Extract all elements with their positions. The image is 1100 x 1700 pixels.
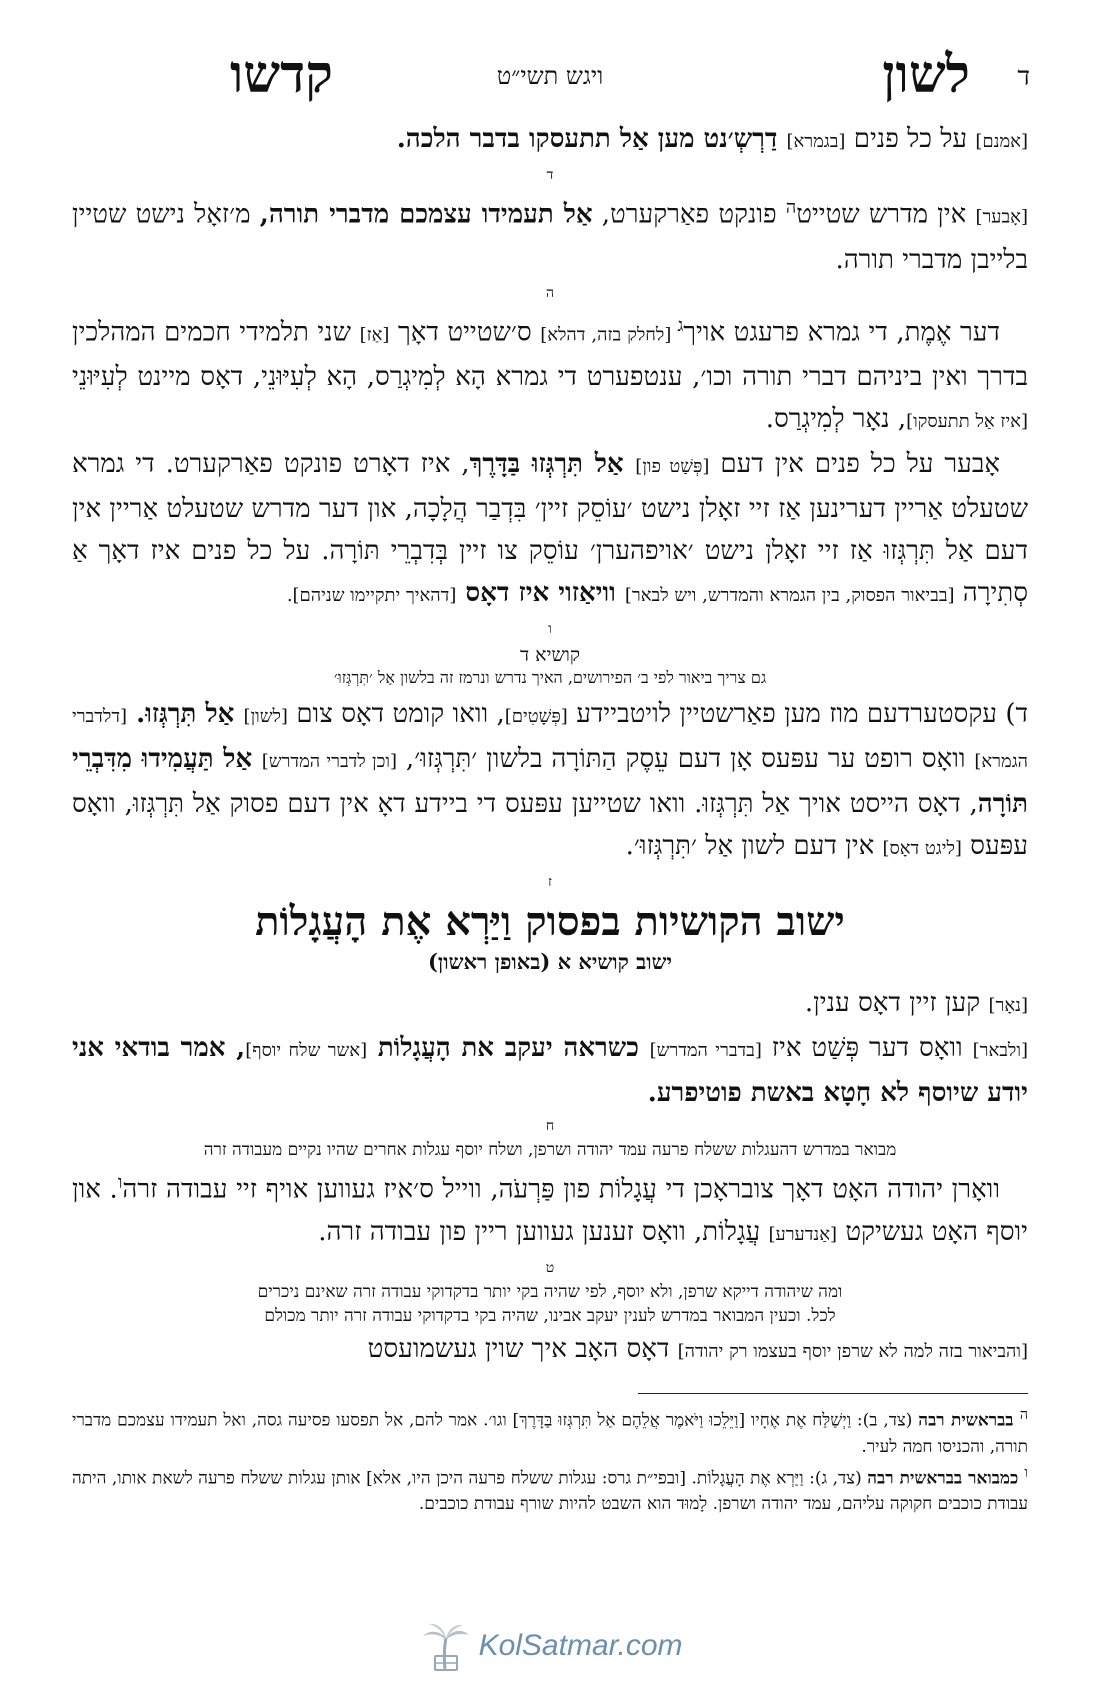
text: פונקט פאַרקערט, (592, 199, 786, 230)
bold-text: וויאַזוי איז דאָס (456, 578, 625, 609)
paragraph (72, 187, 1028, 281)
footnote-divider (638, 1393, 1028, 1394)
bold-text: אַל תִּרְגְּזוּ. (127, 699, 244, 730)
section-note: לכל. וכעין המבואר במדרש לענין יעקב אבינו, שהיה בקי בדקדוקי עבודה זרה יותר מכולם (264, 1305, 836, 1326)
header-title-left: קדשו (230, 44, 333, 105)
section-marker: ו (548, 621, 552, 638)
bracket-text: [אַז] (359, 324, 390, 346)
bracket-text: [אשר שלח יוסף] (245, 1040, 368, 1062)
text: (צד, ג): וַיַּרְא אֶת הָעֲגָלוֹת. [ובפי״ת גרס: עגלות ששלח פרעה היכן היו, אלא] אותן עגלות ששלח פרעה לשאת אותו, היתה עבודת כוכבים חקוקה עליהם, עמד יהודה ושרפן. לָמוּד הוא השבט להיות שורף עבודת כוכבים. (72, 1468, 1028, 1515)
bracket-text: [והביאור בזה למה לא שרפן יוסף בעצמו רק יהודה] (677, 1340, 1028, 1362)
bracket-text: [נאָר] (988, 995, 1028, 1017)
footnote-ref[interactable]: ה (785, 197, 797, 218)
bracket-text: [בביאור הפסוק, בין הגמרא והמדרש, ויש לבאר] (624, 585, 955, 607)
text: דאָס האָב איך שוין געשמועסט (367, 1333, 678, 1364)
text: , וואו קומט דאָס צום (287, 699, 505, 730)
section-note: ומה שיהודה דייקא שרפן, ולא יוסף, לפי שהיה בקי יותר בדקדוקי עבודה זרה שאינם ניכרים (257, 1281, 843, 1302)
bracket-text: [איז אַל תתעסקו] (906, 411, 1028, 433)
section-marker: ה (545, 284, 555, 301)
text: . און יוסף האָט געשיקט (72, 1174, 1028, 1247)
footnote-mark: ו (1024, 1464, 1028, 1481)
text: וואָס רופט ער עפּעס אָן דעם עֵסֶק הַתּוֹרָה בלשון ׳תִּרְגְּזוּ׳, (397, 744, 975, 775)
text: , איז דאָרט פונקט פאַרקערט. די גמרא שטעלט אַריין דערינען אַז זיי זאָלן נישט ׳עוֹסֵק זיין׳ בִּדְבַר הֲלָכָה, און דער מדרש שטעלט אַריין אין דעם אַל תִּרְגְּזוּ אַז זיי זאָלן נישט ׳אויפהערן׳ עוֹסֵק צו זיין בְּדִבְרֵי תּוֹרָה. על כל פנים איז דאָך אַ סְתִירָה (72, 449, 1028, 609)
paragraph (72, 118, 1028, 163)
bracket-text: [לחלק בזה, דהלא] (540, 324, 678, 346)
text: עֲגָלוֹת, וואָס זענען געווען ריין פון עבודה זרה. (318, 1216, 769, 1247)
footnote (72, 1460, 1028, 1518)
bold-text: אַל תַּעֲמִידוּ מִדִּבְרֵי תּוֹרָה (72, 744, 1028, 820)
kushia-title: קושיא ד (519, 644, 581, 667)
paragraph (72, 1162, 1028, 1256)
bracket-text: [אמנם] (975, 131, 1028, 152)
footnote-ref[interactable]: ג (677, 314, 684, 336)
text: ס׳שטייט דאָך (389, 317, 541, 348)
site-logo[interactable] (0, 1620, 1100, 1680)
bracket-text: [פְּשַׁט פון] (635, 456, 710, 478)
text: , נאָר לְמִיגְרַס. (765, 404, 907, 435)
header-parsha: ויגש תשי״ט (496, 62, 604, 90)
paragraph (72, 443, 1028, 617)
text: ד) עקסטערדעם מוז מען פאַרשטיין לויטביידע (567, 699, 1028, 730)
palm-tree-icon (417, 1620, 473, 1672)
bold-text: בבראשית רבה (918, 1410, 1020, 1431)
text: שני תלמידי חכמים המהלכין בדרך ואין ביניהם דברי תורה וכו׳, ענטפערט די גמרא הָא לְמִיגְרַס, הָא לְעִיּוּנֵי, דאָס מיינט לְעִיּוּנֵי (72, 317, 1028, 393)
footnote (72, 1402, 1028, 1460)
paragraph (72, 982, 1028, 1027)
bracket-text: [ולבאר] (972, 1040, 1028, 1062)
text: מ׳זאָל נישט שטיין בלייבן מדברי תורה. (72, 199, 1028, 275)
section-marker: ד (546, 167, 554, 183)
page-number: ד (1017, 62, 1030, 92)
bracket-text: [ליגט דאָס] (882, 838, 962, 860)
text: אין מדרש שטייט (796, 199, 976, 230)
bold-text: כמבואר בבראשית רבה (867, 1468, 1025, 1489)
bracket-text: [וכן לדברי המדרש] (261, 751, 398, 773)
bracket-text: [לשון] (243, 706, 288, 728)
bracket-text: [דהאיך יתקיימו שניהם]. (286, 585, 457, 607)
text: קען זיין דאָס ענין. (804, 988, 989, 1019)
site-logo-text: KolSatmar.com (478, 1629, 683, 1662)
text: וואָס דער פְּשַׁט איז (761, 1033, 973, 1064)
text: דער אֶמֶת, די גמרא פרעגט אויך (683, 317, 1000, 348)
page-header (70, 44, 1030, 114)
bold-text: אַל תִּרְגְּזוּ בַּדָּרֶךְ (469, 449, 636, 480)
section-marker: ט (545, 1259, 555, 1276)
text: אָבער על כל פנים אין דעם (709, 449, 1001, 480)
paragraph (72, 305, 1028, 444)
page-body (72, 118, 1028, 1517)
text: וואָרן יהודה האָט דאָך צובראָכן די עֲגָלוֹת פון פַּרְעֹה, ווייל ס׳איז געווען אויף זיי עבודה זרה (122, 1174, 1000, 1205)
paragraph (72, 693, 1028, 870)
footnote-ref[interactable]: ו (117, 1172, 123, 1194)
bold-text: , אמר בודאי אני יודע שיוסף לא חָטָא באשת פוטיפרע. (72, 1033, 1028, 1109)
bracket-text: [פְּשָׁטִים] (504, 706, 568, 728)
section-note: מבואר במדרש דהעגלות ששלח פרעה עמד יהודה ושרפן, ושלח יוסף עגלות אחרים שהיו נקיים מעבודה זרה (203, 1140, 897, 1161)
bracket-text: [בגמרא] (786, 131, 846, 152)
kushia-note: גם צריך ביאור לפי ב׳ הפירושים, האיך נדרש ונרמז זה בלשון אַל ׳תִּרְגְּזוּ׳ (333, 668, 767, 688)
paragraph (72, 1328, 1028, 1373)
footnote-mark: ה (1019, 1406, 1028, 1423)
section-marker: ז (548, 874, 552, 891)
bold-text: אַל תעמידו עצמכם מדברי תורה, (259, 199, 593, 230)
section-marker: ח (545, 1118, 555, 1135)
header-title-right: לשון (882, 44, 970, 105)
bracket-text: [אָבער] (975, 206, 1028, 228)
section-subtitle: ישוב קושיא א (באופן ראשון) (427, 949, 673, 975)
bold-text: דַרְשְ׳נט מען אַל תתעסקו בדבר הלכה. (396, 124, 787, 154)
text: על כל פנים (845, 124, 976, 154)
bracket-text: [בדברי המדרש] (649, 1040, 762, 1062)
text: , דאָס הייסט אויך אַל תִּרְגְּזוּ. וואו שטייען עפּעס די ביידע דאָ אין דעם פסוק אַל תִּרְגְּזוּ, וואָס עפּעס (72, 789, 1028, 862)
bold-text: כשראה יעקב את הָעֲגָלוֹת (367, 1033, 650, 1064)
paragraph (72, 1027, 1028, 1114)
section-title: ישוב הקושיות בפסוק וַיַּרְא אֶת הָעֲגָלוֹת (255, 898, 845, 946)
text: (צד, ב): וַיְשַׁלַּח אֶת אֶחָיו [וַיֵּלֵכוּ וַיֹּאמֶר אֲלֵהֶם אַל תִּרְגְּזוּ בַּדָּרֶךְ] וגו׳. אמר להם, אל תפסעו פסיעה גסה, ואל תעמידו עצמכם מדברי תורה, והכניסו חמה לעיר. (72, 1410, 1028, 1457)
bracket-text: [דלדברי הגמרא] (72, 706, 1028, 773)
text: אין דעם לשון אַל ׳תִּרְגְּזוּ׳. (625, 831, 883, 862)
bracket-text: [אַנדערע] (768, 1223, 838, 1245)
